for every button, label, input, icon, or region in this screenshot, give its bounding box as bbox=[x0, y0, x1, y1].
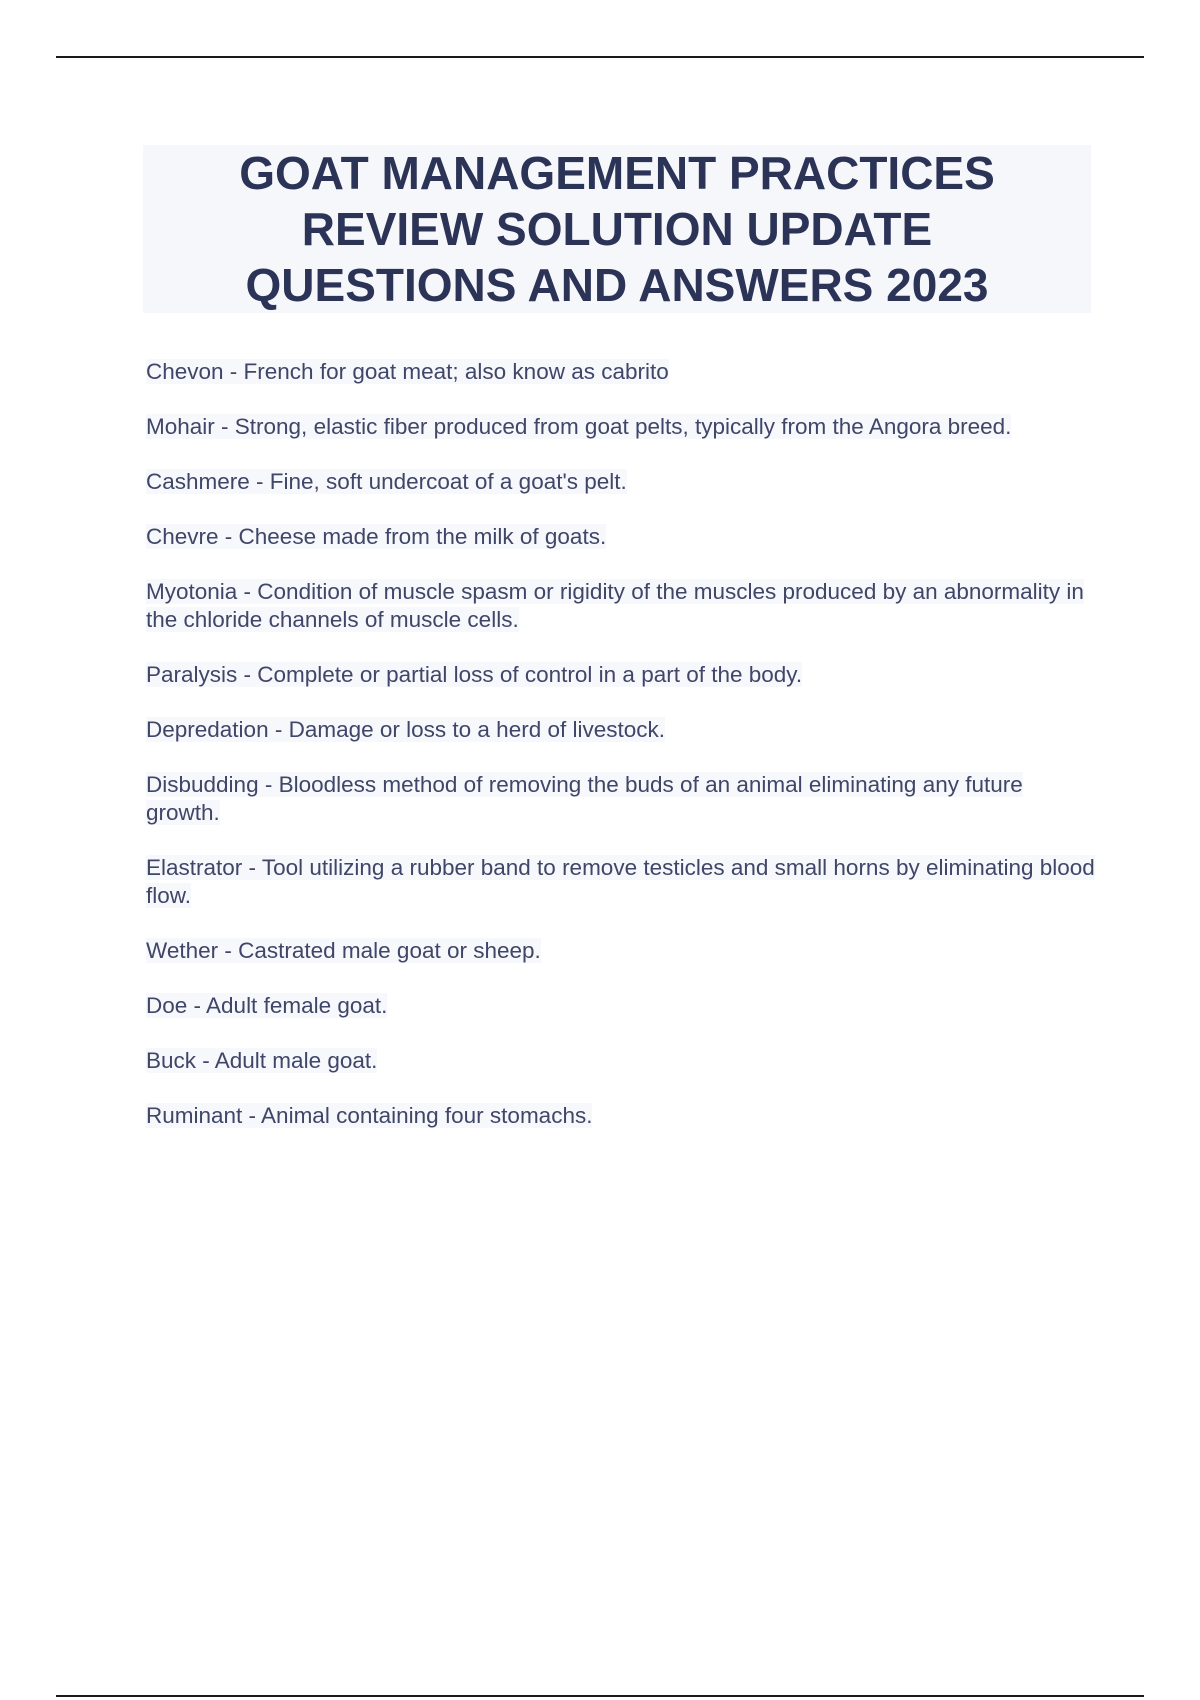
qa-entry-text: Depredation - Damage or loss to a herd of livestock. bbox=[146, 717, 666, 742]
qa-entry-ruminant bbox=[146, 1102, 1096, 1130]
qa-entry-buck bbox=[146, 1047, 1096, 1075]
qa-entry-text: Myotonia - Condition of muscle spasm or rigidity of the muscles produced by an abnormality in the chloride channels of muscle cells. bbox=[146, 579, 1084, 632]
qa-entry-depredation bbox=[146, 716, 1096, 744]
qa-list bbox=[146, 358, 1096, 1157]
qa-entry-chevre bbox=[146, 523, 1096, 551]
qa-entry-text: Cashmere - Fine, soft undercoat of a goat's pelt. bbox=[146, 469, 627, 494]
qa-entry-text: Buck - Adult male goat. bbox=[146, 1048, 378, 1073]
qa-entry-text: Doe - Adult female goat. bbox=[146, 993, 388, 1018]
qa-entry-text: Ruminant - Animal containing four stomachs. bbox=[146, 1103, 593, 1128]
qa-entry-wether bbox=[146, 937, 1096, 965]
qa-entry-disbudding bbox=[146, 771, 1096, 827]
qa-entry-text: Disbudding - Bloodless method of removing the buds of an animal eliminating any future growth. bbox=[146, 772, 1023, 825]
qa-entry-text: Chevre - Cheese made from the milk of goats. bbox=[146, 524, 607, 549]
bottom-divider bbox=[56, 1695, 1144, 1697]
page-title: GOAT MANAGEMENT PRACTICES REVIEW SOLUTION UPDATE QUESTIONS AND ANSWERS 2023 bbox=[239, 147, 995, 311]
qa-entry-text: Wether - Castrated male goat or sheep. bbox=[146, 938, 541, 963]
top-divider bbox=[56, 56, 1144, 58]
qa-entry-paralysis bbox=[146, 661, 1096, 689]
qa-entry-text: Mohair - Strong, elastic fiber produced from goat pelts, typically from the Angora breed. bbox=[146, 414, 1012, 439]
qa-entry-elastrator bbox=[146, 854, 1096, 910]
qa-entry-doe bbox=[146, 992, 1096, 1020]
qa-entry-text: Chevon - French for goat meat; also know as cabrito bbox=[146, 359, 669, 384]
qa-entry-myotonia bbox=[146, 578, 1096, 634]
qa-entry-mohair bbox=[146, 413, 1096, 441]
qa-entry-chevon bbox=[146, 358, 1096, 386]
qa-entry-cashmere bbox=[146, 468, 1096, 496]
qa-entry-text: Elastrator - Tool utilizing a rubber band to remove testicles and small horns by eliminating blood flow. bbox=[146, 855, 1095, 908]
title-block bbox=[143, 145, 1091, 313]
qa-entry-text: Paralysis - Complete or partial loss of control in a part of the body. bbox=[146, 662, 803, 687]
